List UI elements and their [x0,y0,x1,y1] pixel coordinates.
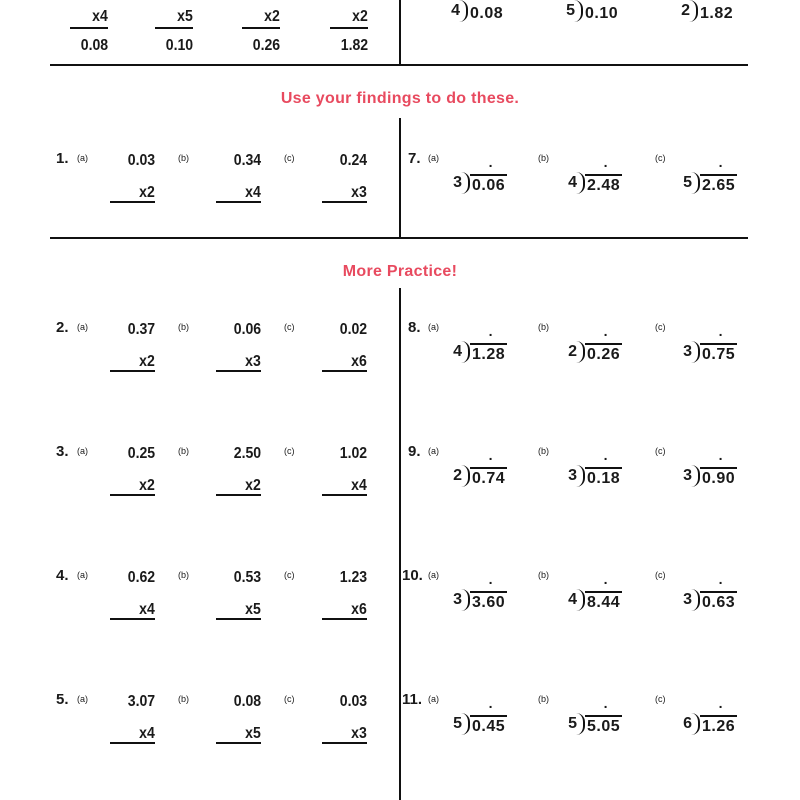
part-label: (a) [428,446,439,456]
part-label: (c) [655,322,666,332]
multiplicand: 0.25 [127,445,155,462]
part-label: (c) [655,570,666,580]
multiplicand: 0.02 [339,321,367,338]
divisor: 5 [566,2,575,19]
multiplier: x3 [351,184,367,201]
part-label: (b) [538,694,549,704]
multiplier: x4 [245,184,261,201]
question-number: 3. [56,443,69,460]
multiplier: x4 [139,725,155,742]
dividend: 1.82 [700,5,734,22]
dividend: 0.06 [470,174,507,195]
top-multiplier: x2 [264,8,280,25]
multiplier: x2 [139,353,155,370]
dividend: 3.60 [470,591,507,612]
division-problem [568,447,622,491]
multiplicand: 3.07 [127,693,155,710]
dividend: 2.65 [700,174,737,195]
decimal-point-marker: . [488,154,493,170]
dividend: 0.75 [700,343,737,364]
divisor: 3 [568,467,577,484]
division-bracket-icon [691,341,700,363]
decimal-point-marker: . [718,323,723,339]
multiplicand: 0.34 [233,152,261,169]
answer-underline [110,494,155,496]
decimal-point-marker: . [718,154,723,170]
part-label: (c) [655,694,666,704]
part-label: (b) [178,446,189,456]
part-label: (a) [77,322,88,332]
dividend: 5.05 [585,715,622,736]
divider-horizontal-1 [50,64,748,66]
division-bracket-icon [461,465,470,487]
division-bracket-icon [461,341,470,363]
multiplicand: 0.06 [233,321,261,338]
multiplicand: 0.24 [339,152,367,169]
divisor: 3 [683,467,692,484]
division-bracket-icon [691,589,700,611]
part-label: (c) [284,446,295,456]
top-product: 0.10 [165,37,193,54]
division-problem [568,695,622,739]
division-bracket-icon [576,465,585,487]
part-label: (c) [284,322,295,332]
decimal-point-marker: . [603,571,608,587]
multiplier: x6 [351,353,367,370]
part-label: (b) [178,694,189,704]
question-number: 10. [402,567,423,584]
answer-underline [155,27,193,29]
answer-underline [322,742,367,744]
top-product: 1.82 [340,37,368,54]
question-number: 7. [408,150,421,167]
decimal-point-marker: . [488,447,493,463]
question-number: 11. [402,691,423,708]
question-number: 9. [408,443,421,460]
decimal-point-marker: . [603,323,608,339]
divisor: 4 [453,343,462,360]
multiplicand: 1.02 [339,445,367,462]
question-number: 1. [56,150,69,167]
top-product: 0.26 [252,37,280,54]
answer-underline [110,742,155,744]
divider-vertical-middle [399,118,401,239]
decimal-point-marker: . [488,695,493,711]
dividend: 0.10 [585,5,619,22]
division-bracket-icon [576,341,585,363]
multiplicand: 0.37 [127,321,155,338]
answer-underline [110,370,155,372]
division-problem [453,695,507,739]
question-number: 8. [408,319,421,336]
divisor: 5 [683,174,692,191]
answer-underline [216,201,261,203]
top-division [681,2,735,26]
dividend: 0.90 [700,467,737,488]
multiplicand: 0.53 [233,569,261,586]
top-product: 0.08 [80,37,108,54]
section-heading-more-practice: More Practice! [342,263,458,280]
divider-vertical-bottom [399,288,401,800]
part-label: (a) [77,153,88,163]
part-label: (a) [77,570,88,580]
multiplier: x3 [351,725,367,742]
multiplier: x5 [245,725,261,742]
decimal-point-marker: . [718,571,723,587]
multiplicand: 0.03 [127,152,155,169]
part-label: (a) [77,694,88,704]
division-problem [683,323,737,367]
division-bracket-icon [461,172,470,194]
division-bracket-icon [461,713,470,735]
dividend: 0.18 [585,467,622,488]
section-heading-findings: Use your findings to do these. [280,90,520,107]
division-problem [683,447,737,491]
part-label: (c) [284,153,295,163]
part-label: (b) [178,153,189,163]
division-problem [453,571,507,615]
part-label: (c) [284,694,295,704]
divisor: 3 [453,591,462,608]
division-bracket-icon [576,172,585,194]
divider-horizontal-2 [50,237,748,239]
divisor: 3 [453,174,462,191]
part-label: (b) [178,570,189,580]
division-problem [568,154,622,198]
divisor: 4 [568,591,577,608]
division-problem [453,154,507,198]
answer-underline [242,27,280,29]
dividend: 0.74 [470,467,507,488]
part-label: (a) [428,153,439,163]
dividend: 1.28 [470,343,507,364]
answer-underline [330,27,368,29]
divisor: 5 [568,715,577,732]
division-bracket-icon [461,589,470,611]
division-problem [453,323,507,367]
decimal-point-marker: . [488,323,493,339]
dividend: 0.63 [700,591,737,612]
divisor: 2 [568,343,577,360]
question-number: 2. [56,319,69,336]
division-bracket-icon [576,589,585,611]
multiplier: x3 [245,353,261,370]
dividend: 8.44 [585,591,622,612]
answer-underline [322,370,367,372]
division-bracket-icon [574,0,583,22]
answer-underline [110,201,155,203]
division-bracket-icon [689,0,698,22]
divisor: 4 [568,174,577,191]
divider-vertical-top [399,0,401,65]
division-bracket-icon [459,0,468,22]
answer-underline [70,27,108,29]
answer-underline [216,370,261,372]
answer-underline [216,494,261,496]
divisor: 2 [681,2,690,19]
division-problem [683,154,737,198]
division-problem [683,695,737,739]
decimal-point-marker: . [603,695,608,711]
divisor: 5 [453,715,462,732]
dividend: 0.08 [470,5,504,22]
decimal-point-marker: . [488,571,493,587]
division-problem [568,571,622,615]
part-label: (a) [428,322,439,332]
multiplier: x6 [351,601,367,618]
answer-underline [322,494,367,496]
decimal-point-marker: . [603,154,608,170]
answer-underline [216,618,261,620]
division-bracket-icon [691,713,700,735]
part-label: (b) [538,322,549,332]
answer-underline [322,618,367,620]
dividend: 0.45 [470,715,507,736]
division-bracket-icon [576,713,585,735]
part-label: (b) [538,570,549,580]
multiplier: x4 [351,477,367,494]
divisor: 4 [451,2,460,19]
top-division [566,2,620,26]
multiplicand: 0.62 [127,569,155,586]
divisor: 6 [683,715,692,732]
dividend: 0.26 [585,343,622,364]
division-bracket-icon [691,172,700,194]
part-label: (a) [428,570,439,580]
multiplier: x5 [245,601,261,618]
divisor: 3 [683,343,692,360]
top-multiplier: x2 [352,8,368,25]
multiplicand: 0.08 [233,693,261,710]
top-division [451,2,505,26]
top-multiplier: x5 [177,8,193,25]
division-problem [453,447,507,491]
multiplicand: 1.23 [339,569,367,586]
division-bracket-icon [691,465,700,487]
dividend: 2.48 [585,174,622,195]
multiplier: x2 [139,477,155,494]
answer-underline [322,201,367,203]
decimal-point-marker: . [603,447,608,463]
part-label: (b) [538,153,549,163]
multiplicand: 0.03 [339,693,367,710]
top-multiplier: x4 [92,8,108,25]
multiplier: x2 [245,477,261,494]
part-label: (a) [428,694,439,704]
multiplicand: 2.50 [233,445,261,462]
divisor: 2 [453,467,462,484]
part-label: (c) [655,153,666,163]
part-label: (a) [77,446,88,456]
answer-underline [110,618,155,620]
multiplier: x2 [139,184,155,201]
part-label: (c) [284,570,295,580]
answer-underline [216,742,261,744]
multiplier: x4 [139,601,155,618]
part-label: (c) [655,446,666,456]
part-label: (b) [178,322,189,332]
decimal-point-marker: . [718,447,723,463]
division-problem [683,571,737,615]
dividend: 1.26 [700,715,737,736]
question-number: 5. [56,691,69,708]
divisor: 3 [683,591,692,608]
decimal-point-marker: . [718,695,723,711]
part-label: (b) [538,446,549,456]
question-number: 4. [56,567,69,584]
division-problem [568,323,622,367]
